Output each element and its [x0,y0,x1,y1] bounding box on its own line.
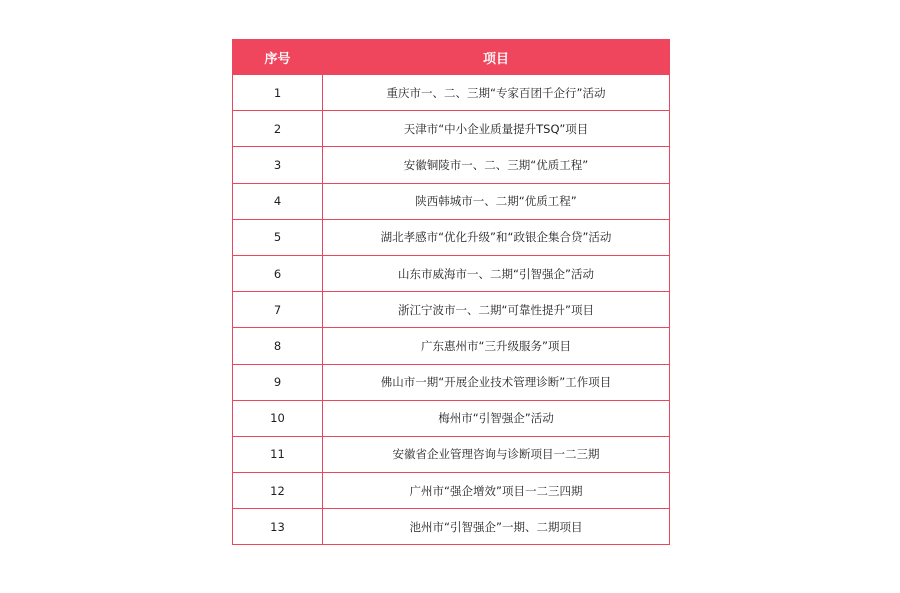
row-number: 9 [233,364,323,400]
table-row [233,364,670,400]
project-name: 池州市“引智强企”一期、二期项目 [323,509,670,545]
project-name: 浙江宁波市一、二期“可靠性提升”项目 [323,292,670,328]
row-number: 5 [233,219,323,255]
row-number: 2 [233,111,323,147]
project-name: 陕西韩城市一、二期“优质工程” [323,183,670,219]
table-body [233,75,670,545]
table-row [233,509,670,545]
table-row [233,75,670,111]
table-row [233,147,670,183]
row-number: 8 [233,328,323,364]
table-row [233,400,670,436]
table-header [233,40,670,75]
project-name: 广东惠州市“三升级服务”项目 [323,328,670,364]
project-name: 山东市威海市一、二期“引智强企”活动 [323,255,670,291]
row-number: 6 [233,255,323,291]
row-number: 10 [233,400,323,436]
projects-table [232,39,670,545]
table-row [233,473,670,509]
row-number: 1 [233,75,323,111]
table-row [233,111,670,147]
row-number: 12 [233,473,323,509]
row-number: 7 [233,292,323,328]
project-name: 湖北孝感市“优化升级”和“政银企集合贷”活动 [323,219,670,255]
project-name: 天津市“中小企业质量提升TSQ”项目 [323,111,670,147]
project-name: 梅州市“引智强企”活动 [323,400,670,436]
row-number: 11 [233,436,323,472]
table-row [233,328,670,364]
column-header-project: 项目 [323,40,670,75]
row-number: 13 [233,509,323,545]
project-name: 安徽铜陵市一、二、三期“优质工程” [323,147,670,183]
table-row [233,436,670,472]
table-row [233,183,670,219]
table-row [233,219,670,255]
row-number: 3 [233,147,323,183]
header-row [233,40,670,75]
table-row [233,255,670,291]
column-header-number: 序号 [233,40,323,75]
project-name: 安徽省企业管理咨询与诊断项目一二三期 [323,436,670,472]
projects-table-container [232,39,669,545]
project-name: 佛山市一期“开展企业技术管理诊断”工作项目 [323,364,670,400]
project-name: 重庆市一、二、三期“专家百团千企行”活动 [323,75,670,111]
table-row [233,292,670,328]
row-number: 4 [233,183,323,219]
project-name: 广州市“强企增效”项目一二三四期 [323,473,670,509]
